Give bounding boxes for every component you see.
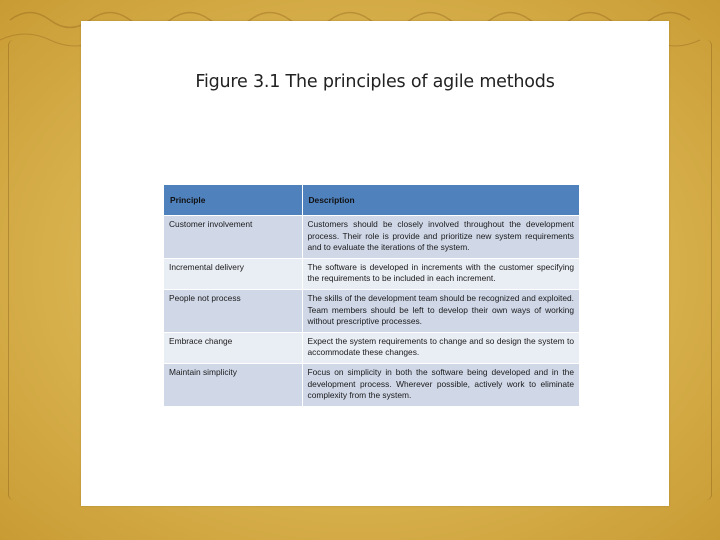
table-row [164, 289, 579, 332]
principle-cell: Maintain simplicity [164, 363, 302, 405]
description-cell: The software is developed in increments with the customer specifying the requirements to be included in each increment. [302, 258, 579, 289]
table-row [164, 216, 579, 259]
header-description: Description [302, 185, 579, 216]
principle-cell: Incremental delivery [164, 258, 302, 289]
principle-cell: Customer involvement [164, 216, 302, 259]
header-principle: Principle [164, 185, 302, 216]
principle-cell: People not process [164, 289, 302, 332]
right-border-decoration [701, 40, 712, 500]
description-cell: The skills of the development team should be recognized and exploited. Team members should be left to develop their own ways of working without prescriptive processes. [302, 289, 579, 332]
description-cell: Customers should be closely involved throughout the development process. Their role is provide and prioritize new system requirements and to evaluate the iterations of the system. [302, 216, 579, 259]
principles-table [164, 185, 579, 406]
table-header-row [164, 185, 579, 216]
slide-title: Figure 3.1 The principles of agile methods [195, 72, 555, 92]
table-row [164, 258, 579, 289]
principle-cell: Embrace change [164, 332, 302, 363]
left-border-decoration [8, 40, 19, 500]
description-cell: Focus on simplicity in both the software being developed and in the development process. Wherever possible, actively work to eliminate complexity from the system. [302, 363, 579, 405]
table-row [164, 363, 579, 405]
slide-panel [81, 21, 669, 506]
description-cell: Expect the system requirements to change and so design the system to accommodate these changes. [302, 332, 579, 363]
table-row [164, 332, 579, 363]
